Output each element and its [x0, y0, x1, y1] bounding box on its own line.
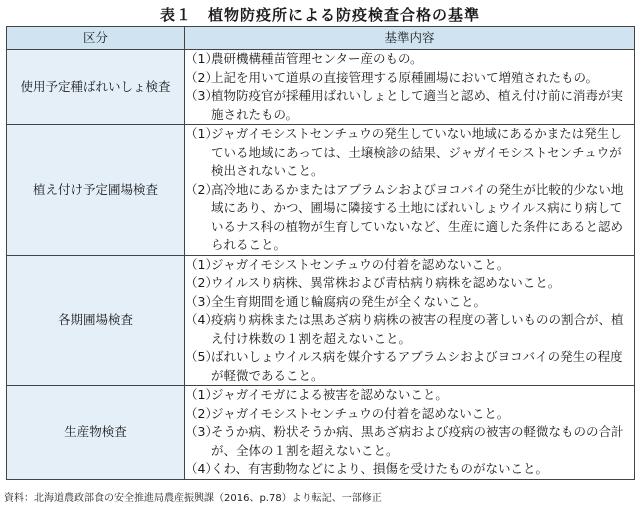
item-number: （2） — [185, 181, 218, 197]
item-number: （4） — [185, 461, 218, 476]
item-number: （1） — [185, 387, 218, 402]
criteria-item — [185, 405, 634, 424]
category-cell: 植え付け予定圃場検査 — [7, 125, 185, 256]
criteria-item — [185, 423, 634, 460]
criteria-cell — [185, 50, 635, 125]
source-note: 資料：北海道農政部食の安全推進局農産振興課（2016、p.78）より転記、一部修正 — [4, 493, 382, 504]
criteria-item — [185, 50, 634, 69]
criteria-item — [185, 125, 634, 181]
item-number: （4） — [185, 312, 218, 327]
header-category: 区分 — [7, 27, 185, 50]
table-header-row — [7, 27, 635, 50]
item-number: （2） — [185, 405, 218, 421]
item-text: くわ、有害動物などにより、損傷を受けたものがないこと。 — [211, 461, 549, 476]
standards-table — [6, 26, 635, 480]
item-text: ジャガイモガによる被害を認めないこと。 — [211, 387, 448, 402]
criteria-item — [185, 69, 634, 88]
criteria-item — [185, 274, 634, 293]
category-cell: 各期圃場検査 — [7, 255, 185, 386]
item-number: （5） — [185, 349, 218, 364]
item-text: ジャガイモシストセンチュウの付着を認めないこと。 — [211, 256, 510, 272]
criteria-item — [185, 348, 634, 385]
criteria-cell — [185, 386, 635, 480]
item-text: 植物防疫官が採種用ばれいしょとして適当と認め、植え付け前に消毒が実施されたもの。 — [211, 88, 624, 122]
item-number: （3） — [185, 293, 218, 309]
item-number: （1） — [185, 256, 218, 272]
item-text: 疫病り病株または黒あざ病り病株の被害の程度の著しいものの割合が、植え付け株数の１割を超えないこと。 — [211, 312, 624, 346]
item-number: （2） — [185, 69, 218, 85]
item-text: そうか病、粉状そうか病、黒あざ病および疫病の被害の軽微なものの合計が、全体の１割を超えないこと。 — [211, 424, 624, 458]
table-row — [7, 125, 635, 256]
item-number: （3） — [185, 424, 218, 439]
item-text: 農研機構種苗管理センター産のもの。 — [211, 51, 423, 66]
item-number: （1） — [185, 51, 218, 66]
header-criteria: 基準内容 — [185, 27, 635, 50]
table-title: 表１ 植物防疫所による防疫検査合格の基準 — [159, 6, 480, 24]
item-text: ウイルスり病株、異常株および青枯病り病株を認めないこと。 — [211, 275, 561, 290]
item-text: ジャガイモシストセンチュウの発生していない地域にあるかまたは発生している地域にあっては、土壌検診の結果、ジャガイモシストセンチュウが検出されないこと。 — [211, 126, 622, 178]
item-number: （2） — [185, 275, 218, 290]
table-row — [7, 386, 635, 480]
criteria-item — [185, 256, 634, 275]
criteria-item — [185, 181, 634, 255]
criteria-item — [185, 87, 634, 124]
criteria-item — [185, 386, 634, 405]
item-number: （1） — [185, 126, 218, 141]
table-row — [7, 50, 635, 125]
category-cell: 使用予定種ばれいしょ検査 — [7, 50, 185, 125]
item-text: 上記を用いて道県の直接管理する原種圃場において増殖されたもの。 — [211, 69, 599, 85]
item-text: 高冷地にあるかまたはアブラムシおよびヨコバイの発生が比較的少ない地域にあり、かつ、圃場に隣接する土地にばれいしょウイルス病にり病しているナス科の植物が生育していないなど、生産に適した条件にあると認められること。 — [211, 181, 624, 252]
criteria-cell — [185, 255, 635, 386]
criteria-item — [185, 311, 634, 348]
item-text: ばれいしょウイルス病を媒介するアブラムシおよびヨコバイの発生の程度が軽微であること。 — [211, 349, 623, 383]
criteria-item — [185, 293, 634, 312]
item-number: （3） — [185, 88, 218, 103]
item-text: 全生育期間を通じ輪腐病の発生が全くないこと。 — [211, 293, 487, 309]
category-cell: 生産物検査 — [7, 386, 185, 480]
item-text: ジャガイモシストセンチュウの付着を認めないこと。 — [211, 405, 510, 421]
criteria-item — [185, 460, 634, 479]
table-row — [7, 255, 635, 386]
criteria-cell — [185, 125, 635, 256]
